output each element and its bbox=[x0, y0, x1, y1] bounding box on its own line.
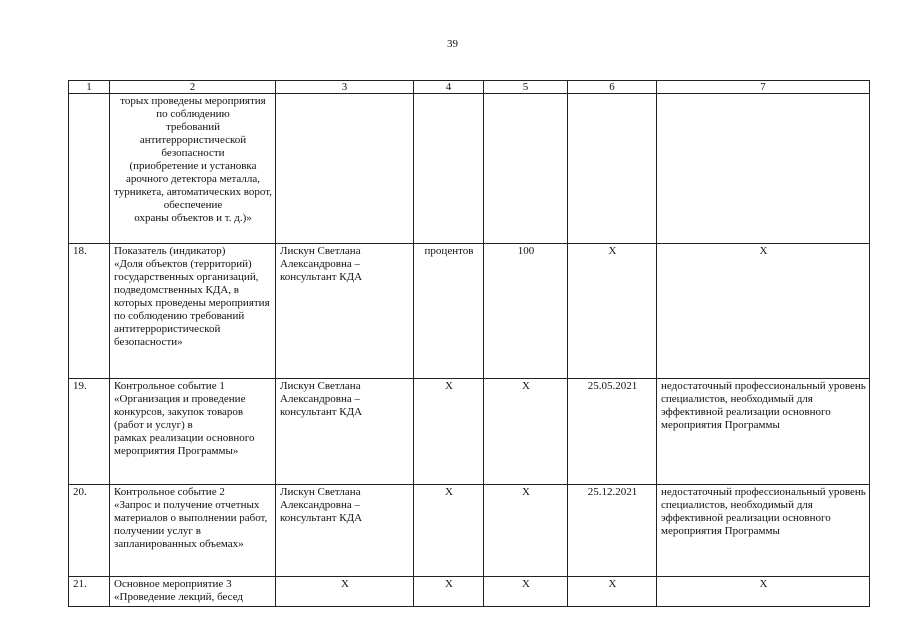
row-risk-text: недостаточный профессиональный уровень специалистов, необходимый для эффективной реализации основного мероприятия Программы bbox=[661, 380, 866, 431]
row-value: 100 bbox=[484, 244, 568, 379]
row-unit: X bbox=[414, 379, 484, 485]
row-unit: процентов bbox=[414, 244, 484, 379]
row-risk bbox=[657, 379, 870, 485]
header-cell: 5 bbox=[484, 81, 568, 94]
row-responsible-text: Лискун Светлана Александровна – консультант КДА bbox=[280, 486, 363, 524]
table-row bbox=[69, 379, 870, 485]
row-unit bbox=[414, 94, 484, 244]
header-cell: 4 bbox=[414, 81, 484, 94]
header-cell: 1 bbox=[69, 81, 110, 94]
row-name bbox=[110, 94, 276, 244]
header-cell: 7 bbox=[657, 81, 870, 94]
row-name bbox=[110, 379, 276, 485]
row-date: 25.05.2021 bbox=[568, 379, 657, 485]
row-responsible-text: Лискун Светлана Александровна – консультант КДА bbox=[280, 245, 363, 283]
row-risk: X bbox=[657, 577, 870, 607]
row-number: 19. bbox=[69, 379, 110, 485]
row-name-text: Основное мероприятие 3 «Проведение лекций, бесед bbox=[114, 578, 244, 603]
table-row bbox=[69, 94, 870, 244]
row-number: 18. bbox=[69, 244, 110, 379]
row-name-text: Контрольное событие 2 «Запрос и получение отчетных материалов о выполнении работ, получении услуг в запланированных объемах» bbox=[114, 486, 268, 550]
row-date: X bbox=[568, 244, 657, 379]
row-value: X bbox=[484, 577, 568, 607]
row-name-text: Показатель (индикатор) «Доля объектов (территорий) государственных организаций, подведомственных КДА, в которых проведены мероприятия по соблюдению требований антитеррористической безопасности» bbox=[114, 245, 270, 348]
row-responsible bbox=[276, 244, 414, 379]
row-date: X bbox=[568, 577, 657, 607]
page-number: 39 bbox=[447, 38, 458, 50]
row-number bbox=[69, 94, 110, 244]
row-value bbox=[484, 94, 568, 244]
row-risk bbox=[657, 94, 870, 244]
row-name bbox=[110, 485, 276, 577]
header-row bbox=[69, 81, 870, 94]
row-responsible bbox=[276, 485, 414, 577]
row-number: 20. bbox=[69, 485, 110, 577]
row-risk-text: недостаточный профессиональный уровень специалистов, необходимый для эффективной реализации основного мероприятия Программы bbox=[661, 486, 866, 537]
row-responsible bbox=[276, 379, 414, 485]
row-name-text: торых проведены мероприятия по соблюдению требований антитеррористической безопасности (приобретение и установка арочного детектора металла, турникета, автоматических ворот, обеспечение охраны объектов и т. д.)» bbox=[114, 95, 272, 224]
row-name-text: Контрольное событие 1 «Организация и проведение конкурсов, закупок товаров (работ и услуг) в рамках реализации основного мероприятия Программы» bbox=[114, 380, 255, 457]
row-name bbox=[110, 577, 276, 607]
plan-table bbox=[68, 80, 870, 607]
header-cell: 3 bbox=[276, 81, 414, 94]
table-row bbox=[69, 485, 870, 577]
row-number: 21. bbox=[69, 577, 110, 607]
header-cell: 6 bbox=[568, 81, 657, 94]
row-responsible bbox=[276, 94, 414, 244]
row-value: X bbox=[484, 379, 568, 485]
row-responsible-text: Лискун Светлана Александровна – консультант КДА bbox=[280, 380, 363, 418]
row-name bbox=[110, 244, 276, 379]
row-date: 25.12.2021 bbox=[568, 485, 657, 577]
row-responsible: X bbox=[276, 577, 414, 607]
table-row bbox=[69, 244, 870, 379]
row-unit: X bbox=[414, 485, 484, 577]
row-risk bbox=[657, 485, 870, 577]
row-unit: X bbox=[414, 577, 484, 607]
row-risk: X bbox=[657, 244, 870, 379]
row-date bbox=[568, 94, 657, 244]
row-value: X bbox=[484, 485, 568, 577]
table-row bbox=[69, 577, 870, 607]
header-cell: 2 bbox=[110, 81, 276, 94]
